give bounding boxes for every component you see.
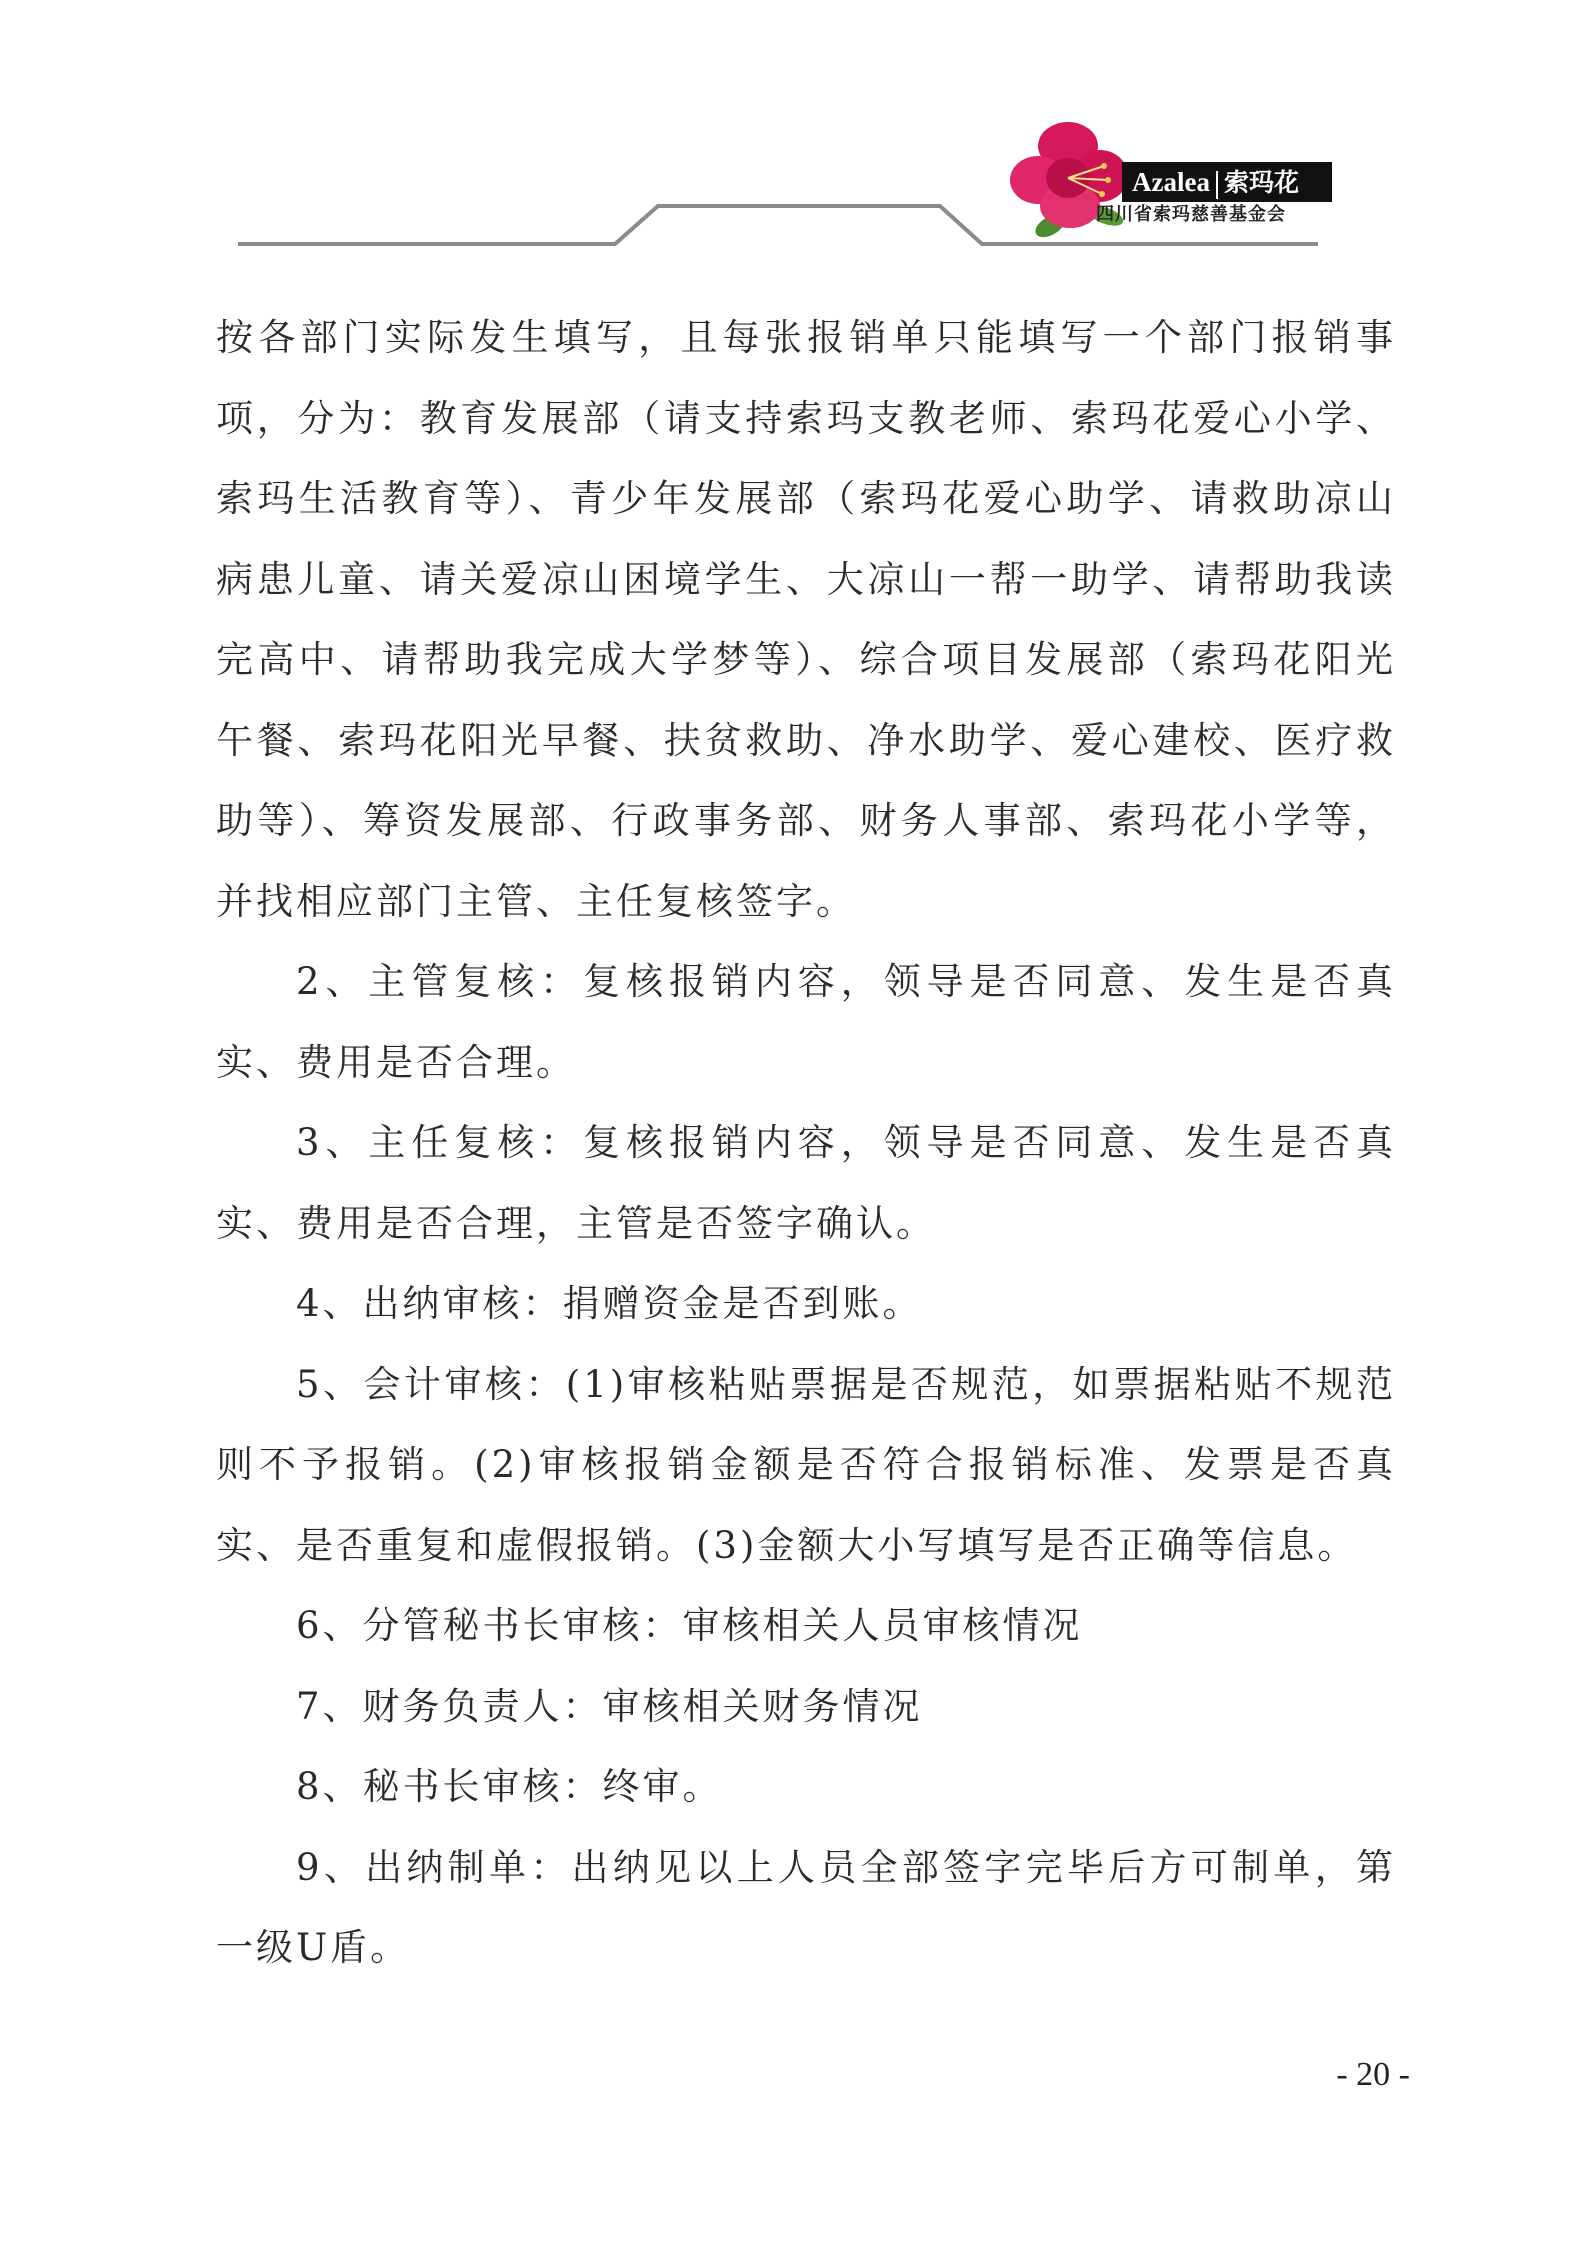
- page-number: - 20 -: [1336, 2056, 1410, 2093]
- paragraph-step-4: 4、出纳审核：捐赠资金是否到账。: [296, 1282, 923, 1325]
- paragraph-step-2: 2、主管复核：复核报销内容，领导是否同意、发生是否真实、费用是否合理。: [216, 960, 1396, 1084]
- paragraph-step-9: 9、出纳制单：出纳见以上人员全部签字完毕后方可制单，第一级U盾。: [216, 1845, 1396, 1969]
- paragraph-step-3: 3、主任复核：复核报销内容，领导是否同意、发生是否真实、费用是否合理，主管是否签字确认。: [216, 1121, 1396, 1245]
- paragraph-step-7: 7、财务负责人：审核相关财务情况: [296, 1684, 923, 1728]
- logo-org-name: 四川省索玛慈善基金会: [1096, 204, 1286, 225]
- paragraph-step-6: 6、分管秘书长审核：审核相关人员审核情况: [296, 1604, 1083, 1647]
- logo-divider: [1216, 171, 1218, 199]
- logo-brand-cn: 索玛花: [1223, 168, 1299, 197]
- document-body: [216, 298, 1396, 1989]
- header-rule: [0, 0, 1587, 270]
- logo-brand-en: Azalea: [1132, 167, 1210, 197]
- logo-brand: [1122, 162, 1332, 202]
- paragraph-step-5: 5、会计审核：(1)审核粘贴票据是否规范，如票据粘贴不规范则不予报销。(2)审核报销金额是否符合报销标准、发票是否真实、是否重复和虚假报销。(3)金额大小写填写是否正确等信息。: [216, 1362, 1396, 1567]
- paragraph-department-list: 按各部门实际发生填写，且每张报销单只能填写一个部门报销事项，分为：教育发展部（请支持索玛支教老师、索玛花爱心小学、索玛生活教育等）、青少年发展部（索玛花爱心助学、请救助凉山病患儿童、请关爱凉山困境学生、大凉山一帮一助学、请帮助我读完高中、请帮助我完成大学梦等）、综合项目发展部（索玛花阳光午餐、索玛花阳光早餐、扶贫救助、净水助学、爱心建校、医疗救助等）、筹资发展部、行政事务部、财务人事部、索玛花小学等，并找相应部门主管、主任复核签字。: [216, 316, 1396, 923]
- paragraph-step-8: 8、秘书长审核：终审。: [296, 1765, 723, 1808]
